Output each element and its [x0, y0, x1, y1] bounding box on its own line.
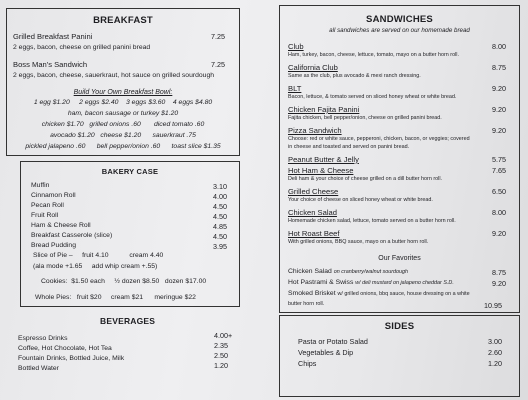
- sandwich-desc: Same as the club, plus avocado & mexi ranch dressing.: [288, 73, 421, 79]
- cookies-line: Cookies: $1.50 each ½ dozen $8.50 dozen $17.00: [41, 278, 207, 285]
- bakery-item-name: Pecan Roll: [31, 202, 64, 209]
- bowl-line: pickled jalapeno .60 bell pepper/onion .60 toast slice $1.35: [25, 143, 221, 150]
- sandwich-desc: Homemade chicken salad, lettuce, tomato served on a butter horn roll.: [288, 218, 456, 224]
- sandwich-name: BLT: [288, 84, 302, 93]
- sides-title: SIDES: [384, 321, 415, 332]
- bakery-item-name: Fruit Roll: [31, 212, 59, 219]
- sandwich-desc: Ham, turkey, bacon, cheese, lettuce, tomato, mayo on a butter horn roll.: [288, 52, 459, 58]
- side-price: 3.00: [488, 337, 502, 346]
- bowl-line: 1 egg $1.20 2 eggs $2.40 3 eggs $3.60 4 eggs $4.80: [33, 99, 213, 106]
- sandwiches-subtitle: all sandwiches are served on our homemade bread: [329, 27, 470, 34]
- beverage-name: Bottled Water: [18, 365, 59, 372]
- bakery-item-price: 4.50: [213, 212, 227, 221]
- bakery-item-price: 3.95: [213, 242, 227, 251]
- sandwich-desc: Deli ham & your choice of cheese grilled on a dill butter horn roll.: [288, 176, 443, 182]
- bakery-section: [20, 161, 240, 307]
- favorite-price: 10.95: [484, 301, 502, 310]
- favorite-name: Chicken Salad: [288, 268, 332, 275]
- favorite-price: 8.75: [492, 268, 506, 277]
- whole-pies-line: Whole Pies: fruit $20 cream $21 meringue $22: [35, 294, 196, 301]
- favorite-item: [288, 280, 454, 287]
- side-name: Chips: [298, 359, 317, 368]
- bowl-line: avocado $1.20 cheese $1.20 sauerkraut .75: [50, 132, 196, 139]
- beverages-title: BEVERAGES: [100, 316, 156, 326]
- sandwich-price: 9.20: [492, 126, 506, 135]
- breakfast-title: BREAKFAST: [93, 15, 153, 26]
- sandwich-price: 9.20: [492, 84, 506, 93]
- bowl-heading: Build Your Own Breakfast Bowl:: [73, 89, 173, 96]
- sandwich-price: 9.20: [492, 105, 506, 114]
- sandwich-desc: Bacon, lettuce, & tomato served on sliced honey wheat or white bread.: [288, 94, 457, 100]
- sandwich-name: Hot Roast Beef: [288, 229, 340, 238]
- sandwich-name: Peanut Butter & Jelly: [288, 155, 359, 164]
- favorite-desc: butter horn roll.: [288, 301, 325, 307]
- sandwich-desc: With grilled onions, BBQ sauce, mayo on a butter horn roll.: [288, 239, 429, 245]
- bakery-item-name: Breakfast Casserole (slice): [31, 232, 113, 239]
- sandwich-name: Club: [288, 42, 304, 51]
- favorite-item: [288, 291, 470, 298]
- sandwich-name: Pizza Sandwich: [288, 126, 342, 135]
- menu-item-price: 7.25: [211, 60, 225, 69]
- sandwiches-section: [279, 5, 520, 313]
- sandwich-price: 5.75: [492, 155, 506, 164]
- favorite-item: [288, 269, 408, 276]
- favorite-desc: on cranberry/walnut sourdough: [333, 269, 409, 275]
- bakery-item-price: 4.50: [213, 202, 227, 211]
- bakery-item-price: 4.85: [213, 222, 227, 231]
- bakery-item-name: Bread Pudding: [31, 242, 76, 249]
- bakery-item-price: 3.10: [213, 182, 227, 191]
- side-name: Vegetables & Dip: [298, 348, 354, 357]
- pie-addons-line: (ala mode +1.65 add whip cream +.55): [33, 263, 158, 270]
- sandwich-name: Chicken Fajita Panini: [288, 105, 360, 114]
- bakery-item-price: 4.00: [213, 192, 227, 201]
- sandwich-name: Grilled Cheese: [288, 187, 339, 196]
- menu-item-name: Boss Man's Sandwich: [13, 60, 88, 69]
- sandwich-desc: Choose: red or white sauce, pepperoni, chicken, bacon, or veggies; covered: [288, 136, 470, 142]
- bakery-item-name: Muffin: [31, 182, 50, 189]
- side-name: Pasta or Potato Salad: [298, 337, 368, 346]
- sandwich-desc: Fajita chicken, bell pepper/onion, cheese on grilled panini bread.: [288, 115, 442, 121]
- sandwich-name: California Club: [288, 63, 338, 72]
- beverage-price: 2.35: [214, 341, 228, 350]
- bowl-line: chicken $1.70 grilled onions .60 diced tomato .60: [41, 121, 205, 128]
- sandwich-price: 9.20: [492, 229, 506, 238]
- favorite-name: Smoked Brisket: [288, 290, 336, 297]
- sandwich-price: 7.65: [492, 166, 506, 175]
- favorites-heading: Our Favorites: [378, 255, 421, 262]
- bakery-item-price: 4.50: [213, 232, 227, 241]
- breakfast-section: [6, 8, 240, 156]
- sandwich-name: Chicken Salad: [288, 208, 337, 217]
- favorite-desc: w/ grilled onions, bbq sauce, house dressing on a white: [337, 291, 470, 297]
- beverage-name: Coffee, Hot Chocolate, Hot Tea: [18, 345, 112, 352]
- bowl-line: ham, bacon sausage or turkey $1.20: [67, 110, 179, 117]
- menu-item-price: 7.25: [211, 32, 225, 41]
- beverage-name: Espresso Drinks: [18, 335, 68, 342]
- sandwiches-title: SANDWICHES: [366, 14, 433, 25]
- sandwich-price: 8.75: [492, 63, 506, 72]
- sandwich-desc: in cheese and toasted and served on panini bread.: [288, 144, 410, 150]
- sides-section: [279, 315, 520, 397]
- menu-item-desc: 2 eggs, bacon, cheese, sauerkraut, hot sauce on grilled sourdough: [13, 72, 215, 79]
- beverage-name: Fountain Drinks, Bottled Juice, Milk: [18, 355, 125, 362]
- bakery-title: BAKERY CASE: [101, 167, 159, 176]
- menu-item-desc: 2 eggs, bacon, cheese on grilled panini bread: [13, 44, 151, 51]
- sandwich-price: 8.00: [492, 42, 506, 51]
- sandwich-name: Hot Ham & Cheese: [288, 166, 354, 175]
- side-price: 2.60: [488, 348, 502, 357]
- sandwich-price: 8.00: [492, 208, 506, 217]
- side-price: 1.20: [488, 359, 502, 368]
- beverage-price: 2.50: [214, 351, 228, 360]
- bakery-item-name: Ham & Cheese Roll: [31, 222, 91, 229]
- sandwich-desc: Your choice of cheese on sliced honey wheat or white bread.: [288, 197, 433, 203]
- sandwich-price: 6.50: [492, 187, 506, 196]
- favorite-name: Hot Pastrami & Swiss: [288, 279, 354, 286]
- pie-slice-line: Slice of Pie – fruit 4.10 cream 4.40: [33, 252, 164, 259]
- menu-item-name: Grilled Breakfast Panini: [13, 32, 93, 41]
- favorite-desc: w/ deli mustard on jalapeno cheddar S.D.: [355, 280, 454, 286]
- beverage-price: 1.20: [214, 361, 228, 370]
- beverage-price: 4.00+: [214, 331, 233, 340]
- bakery-item-name: Cinnamon Roll: [31, 192, 76, 199]
- favorite-price: 9.20: [492, 279, 506, 288]
